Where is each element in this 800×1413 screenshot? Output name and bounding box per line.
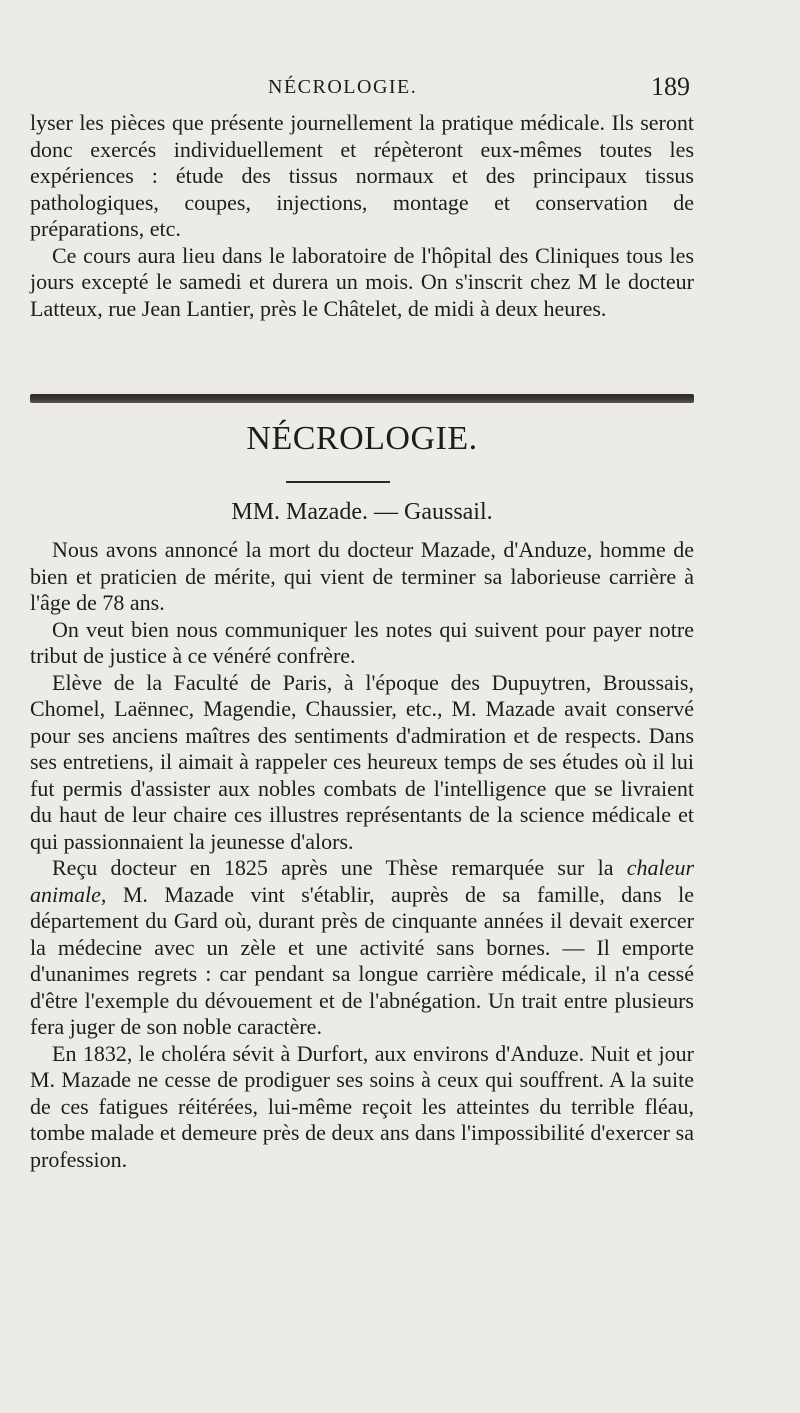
title-underline bbox=[286, 481, 390, 483]
paragraph-4-end: , M. Mazade vint s'établir, auprès de sa famille, dans le département du Gard où, durant près de cinquante années il devait exercer la médecine avec un zèle et une activité sans bornes. — Il emporte d'unanimes regrets : car pendant sa longue carrière médicale, il n'a cessé d'être l'exemple du dévouement et de l'abnégation. Un trait entre plusieurs fera juger de son noble caractère. bbox=[30, 881, 694, 1039]
obituary-paragraph-1: Nous avons annoncé la mort du docteur Mazade, d'Anduze, homme de bien et praticien de mérite, qui vient de terminer sa laborieuse carrière à l'âge de 78 ans. bbox=[30, 537, 694, 615]
section-divider bbox=[30, 394, 694, 403]
thesis-title: chaleur animale bbox=[30, 855, 694, 907]
obituary-paragraph-2: On veut bien nous communiquer les notes qui suivent pour payer notre tribut de justice à ce vénéré confrère. bbox=[30, 616, 694, 668]
obituary-paragraph-5: En 1832, le choléra sévit à Durfort, aux environs d'Anduze. Nuit et jour M. Mazade ne cesse de prodiguer ses soins à ceux qui souffrent. A la suite de ces fatigues réitérées, lui-même reçoit les atteintes du terrible fléau, tombe malade et demeure près de deux ans dans l'impossibilité d'exercer sa profession. bbox=[30, 1040, 694, 1172]
obituary-paragraph-3: Elève de la Faculté de Paris, à l'époque des Dupuytren, Broussais, Chomel, Laënnec, Magendie, Chaussier, etc., M. Mazade avait conservé pour ses anciens maîtres des sentiments d'admiration et de respects. Dans ses entretiens, il aimait à rappeler ces heureux temps de ses études où il lui fut permis d'assister aux nobles combats de l'intelligence que se livraient du haut de leur chaire ces illustres représentants de la science médicale et qui passionnaient la jeunesse d'alors. bbox=[30, 669, 694, 854]
obituary-paragraph-4 bbox=[30, 855, 694, 1041]
page-header bbox=[30, 74, 690, 104]
obituary-text bbox=[30, 537, 694, 1173]
intro-paragraph-2: Ce cours aura lieu dans le laboratoire de l'hôpital des Cliniques tous les jours excepté le samedi et durera un mois. On s'inscrit chez M le docteur Latteux, rue Jean Lantier, près le Châtelet, de midi à deux heures. bbox=[30, 242, 694, 321]
section-title: NÉCROLOGIE. bbox=[246, 420, 478, 457]
page-number: 189 bbox=[651, 72, 690, 101]
intro-text bbox=[30, 110, 694, 322]
intro-paragraph-1: lyser les pièces que présente journellement la pratique médicale. Ils seront donc exercés individuellement et répèteront eux-mêmes toutes les expériences : étude des tissus normaux et des principaux tissus pathologiques, coupes, injections, montage et conservation de préparations, etc. bbox=[30, 110, 694, 241]
section-subheading: MM. Mazade. — Gaussail. bbox=[231, 499, 493, 525]
paragraph-4-start: Reçu docteur en 1825 après une Thèse remarquée sur la bbox=[52, 855, 627, 880]
running-title: NÉCROLOGIE. bbox=[268, 76, 418, 98]
